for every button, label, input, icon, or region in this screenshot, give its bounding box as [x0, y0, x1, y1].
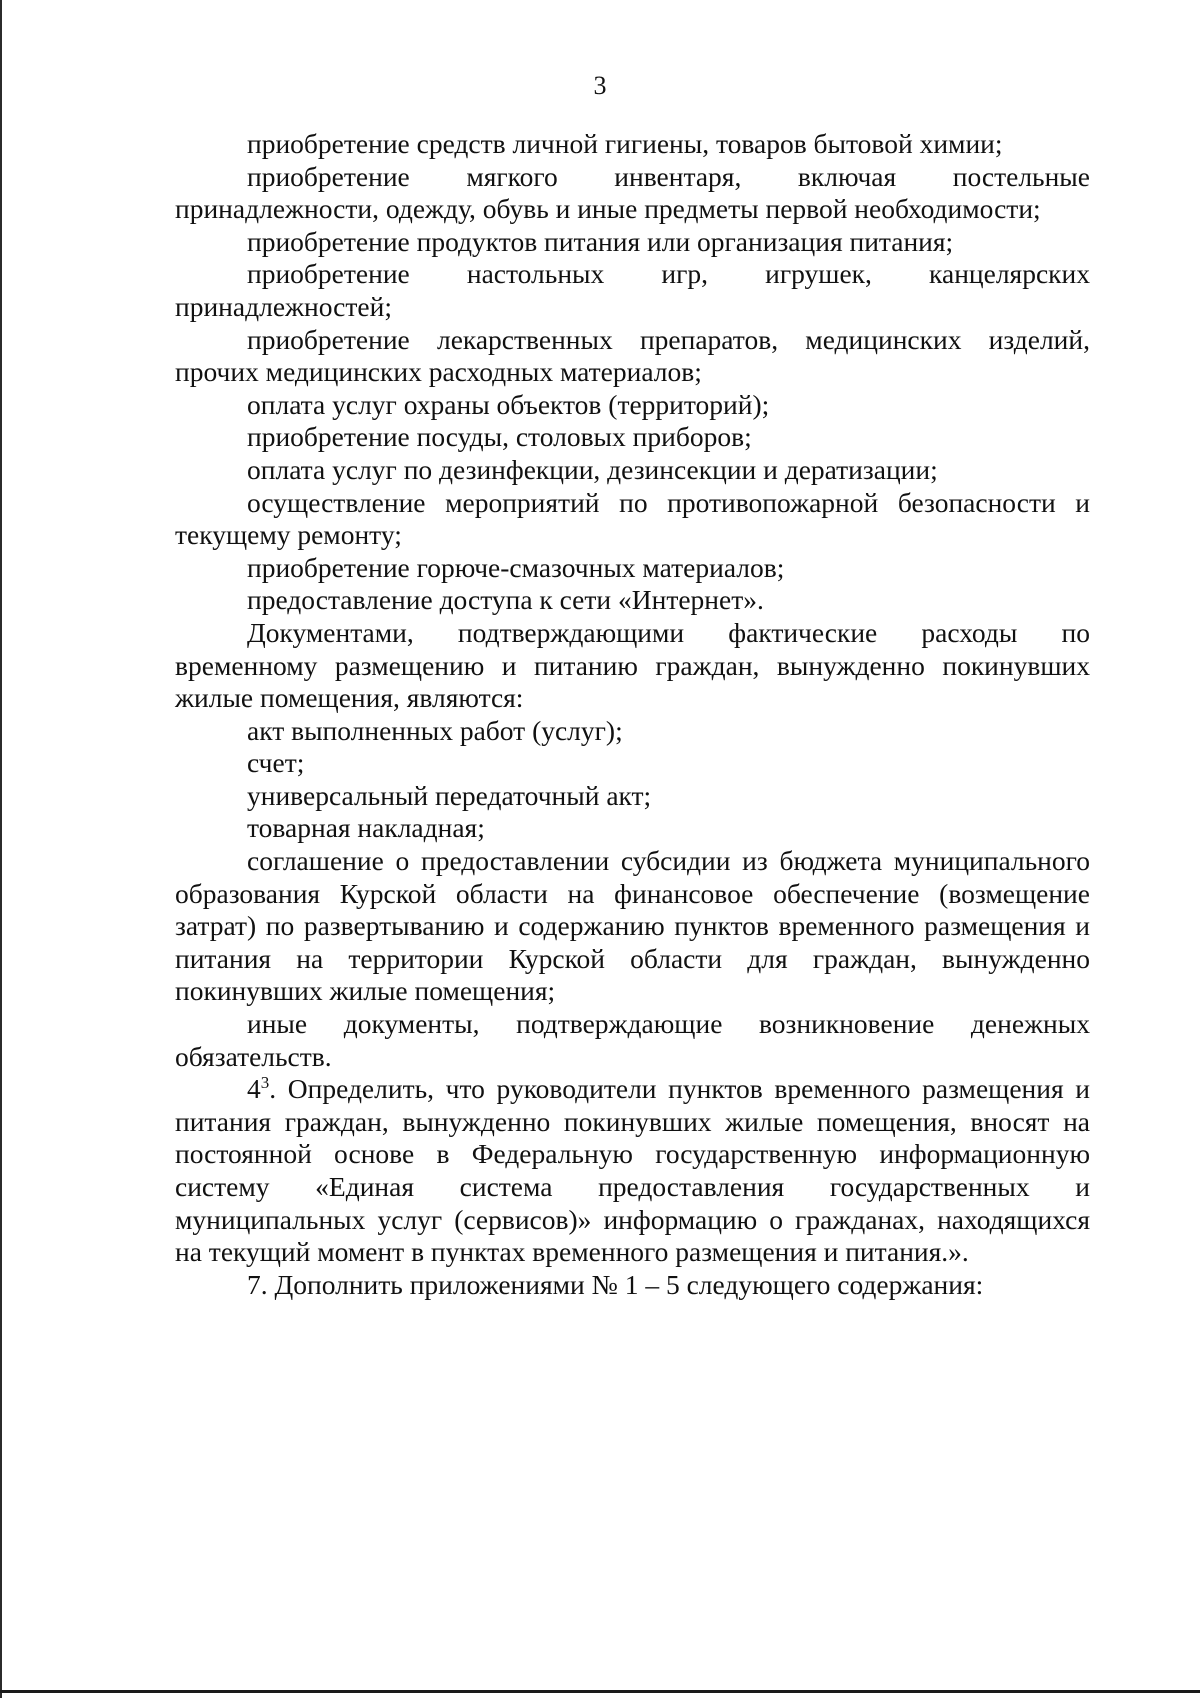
clause-paragraph: [175, 1073, 1090, 1269]
paragraph: приобретение лекарственных препаратов, медицинских изделий, прочих медицинских расходных материалов;: [175, 323, 1090, 388]
paragraph: счет;: [247, 747, 305, 779]
paragraph: универсальный передаточный акт;: [247, 779, 652, 811]
paragraph: товарная накладная;: [247, 812, 485, 844]
paragraph: оплата услуг по дезинфекции, дезинсекции и дератизации;: [247, 453, 938, 485]
paragraph: приобретение посуды, столовых приборов;: [247, 421, 752, 453]
final-paragraph: 7. Дополнить приложениями № 1 – 5 следующего содержания:: [247, 1268, 984, 1300]
page-number: 3: [593, 71, 607, 100]
scan-edge-bottom: [0, 1690, 1200, 1693]
paragraph: приобретение мягкого инвентаря, включая постельные принадлежности, одежду, обувь и иные предметы первой необходимости;: [175, 160, 1090, 225]
paragraph: приобретение продуктов питания или организация питания;: [247, 225, 954, 257]
paragraph: акт выполненных работ (услуг);: [247, 714, 623, 746]
clause-number: 4: [247, 1073, 261, 1105]
scan-edge-left: [0, 0, 2, 1698]
document-body: [175, 128, 1090, 1301]
paragraph: предоставление доступа к сети «Интернет».: [247, 584, 764, 616]
clause-text: . Определить, что руководители пунктов временного размещения и питания граждан, вынужденно покинувших жилые помещения, вносят на постоянной основе в Федеральную государственную информационную систему «Единая система предоставления государственных и муниципальных услуг (сервисов)» информацию о гражданах, находящихся на текущий момент в пунктах временного размещения и питания.».: [175, 1073, 1090, 1268]
paragraph: Документами, подтверждающими фактические расходы по временному размещению и питанию граждан, вынужденно покинувших жилые помещения, являются:: [175, 616, 1090, 714]
paragraph: приобретение горюче-смазочных материалов;: [247, 551, 785, 583]
paragraph: осуществление мероприятий по противопожарной безопасности и текущему ремонту;: [175, 486, 1090, 551]
paragraph: иные документы, подтверждающие возникновение денежных обязательств.: [175, 1008, 1090, 1072]
paragraph: приобретение настольных игр, игрушек, канцелярских принадлежностей;: [175, 258, 1090, 322]
paragraph: соглашение о предоставлении субсидии из бюджета муниципального образования Курской области на финансовое обеспечение (возмещение затрат) по развертыванию и содержанию пунктов временного размещения и питания на территории Курской области для граждан, вынужденно покинувших жилые помещения;: [175, 845, 1090, 1007]
paragraph: оплата услуг охраны объектов (территорий);: [247, 388, 770, 420]
clause-superscript: 3: [260, 1073, 270, 1093]
paragraph: приобретение средств личной гигиены, товаров бытовой химии;: [247, 128, 1003, 159]
